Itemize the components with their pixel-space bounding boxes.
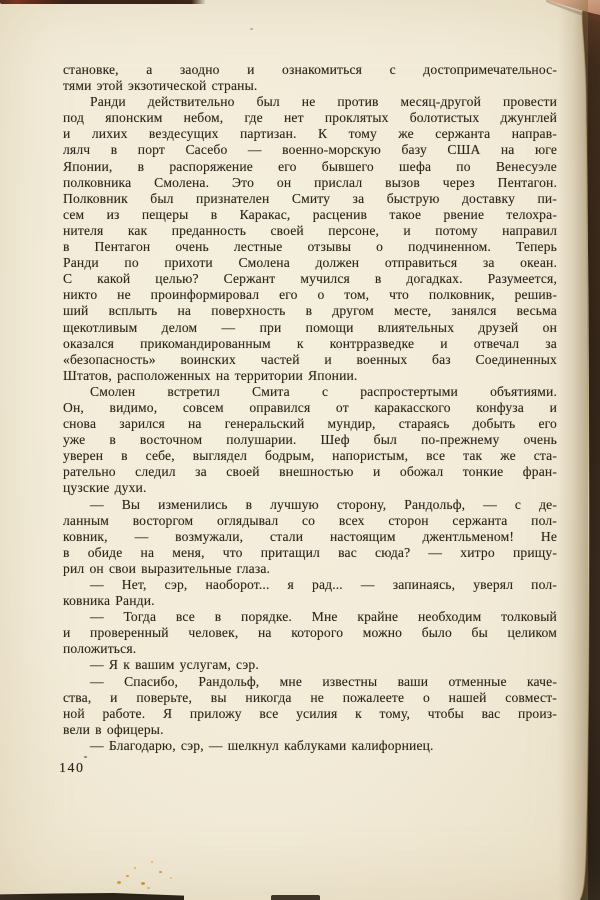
text-line: цузские духи. bbox=[63, 480, 147, 496]
text-line: уже в восточном полушарии. Шеф был по-прежнему очень bbox=[63, 432, 557, 448]
text-line: уверен в себе, выглядел бодрым, напористым, все так же ста- bbox=[63, 448, 557, 464]
text-line: полковника Смолена. Это он прислал вызов через Пентагон. bbox=[63, 174, 557, 190]
paragraph bbox=[63, 657, 557, 673]
text-line: — Вы изменились в лучшую сторону, Рандольф, — с де- bbox=[90, 496, 557, 512]
text-line: — Нет, сэр, наоборот... я рад... — запинаясь, уверял пол- bbox=[90, 577, 557, 592]
text-line: тями этой экзотической страны. bbox=[63, 78, 258, 94]
text-line: под японским небом, где нет проклятых болотистых джунглей bbox=[63, 110, 557, 126]
book-gutter-shadow-shape bbox=[580, 7, 600, 900]
paper-speck bbox=[84, 756, 87, 758]
text-line: и проверенный человек, на которого можно было бы целиком bbox=[63, 625, 557, 641]
text-line: снова зарился на генеральский мундир, стараясь добыть его bbox=[63, 416, 557, 432]
paragraph bbox=[63, 384, 557, 497]
text-line: рил он свои выразительные глаза. bbox=[63, 560, 271, 576]
top-edge-shadow bbox=[0, 0, 206, 4]
text-line: оказался прикомандированным к контрразведке и отвечал за bbox=[63, 335, 557, 351]
paper-speck bbox=[126, 875, 129, 877]
text-line: в обиде на меня, что притащил вас сюда? — хитро прищу- bbox=[63, 544, 557, 560]
text-line: — Спасибо, Рандольф, мне известны ваши отменные каче- bbox=[90, 673, 557, 689]
bottom-edge-shadow-left bbox=[0, 893, 184, 900]
paper-speck bbox=[250, 28, 253, 30]
text-line: в Пентагон очень лестные отзывы о подчиненном. Теперь bbox=[63, 239, 557, 255]
bottom-edge-shadow-right bbox=[271, 895, 320, 900]
text-line: «безопасность» воинских частей и военных баз Соединенных bbox=[63, 351, 557, 367]
paragraph bbox=[63, 738, 557, 754]
paragraph bbox=[63, 94, 557, 384]
text-line: Он, видимо, совсем оправился от каракасского конфуза и bbox=[63, 399, 557, 415]
text-line: — Тогда все в порядке. Мне крайне необходим толковый bbox=[90, 609, 557, 625]
text-line: — Благодарю, сэр, — шелкнул каблуками калифорниец. bbox=[90, 737, 434, 753]
paragraph bbox=[63, 577, 557, 609]
text-line: Японии, в распоряжение его бывшего шефа по Венесуэле bbox=[63, 158, 557, 174]
page-text bbox=[63, 62, 557, 754]
text-line: ства, и поверьте, вы никогда не пожалеете о нашей совмест- bbox=[63, 689, 557, 705]
text-line: нителя как преданность своей персоне, и потому направил bbox=[63, 222, 557, 238]
text-line: рательно следил за своей внешностью и обожал тонкие фран- bbox=[63, 464, 557, 480]
paper-speck bbox=[141, 882, 145, 885]
text-line: — Я к вашим услугам, сэр. bbox=[90, 657, 259, 673]
text-line: и лихих вездесущих партизан. К тому же сержанта направ- bbox=[63, 126, 557, 142]
paragraph bbox=[63, 674, 557, 738]
paper-speck bbox=[151, 861, 153, 863]
text-line: Смолен встретил Смита с распростертыми объятиями. bbox=[90, 383, 557, 399]
page-corner-skin bbox=[546, 0, 600, 15]
paragraph bbox=[63, 497, 557, 577]
page-number: 140 bbox=[59, 761, 85, 776]
text-line: Ранди действительно был не против месяц-другой провести bbox=[90, 94, 557, 110]
text-line: лялч в порт Сасебо — военно-морскую базу США на юге bbox=[63, 142, 557, 158]
paper-speck bbox=[134, 867, 136, 869]
text-line: ший всплыть на поверхность в другом месте, занялся весьма bbox=[63, 303, 557, 319]
text-line: ланным восторгом оглядывал со всех сторон сержанта пол- bbox=[63, 512, 557, 528]
text-line: становке, а заодно и ознакомиться с достопримечательнос- bbox=[63, 62, 557, 77]
text-line: положиться. bbox=[63, 641, 137, 657]
text-line: С какой целью? Сержант мучился в догадках. Разумеется, bbox=[63, 271, 557, 287]
text-line: сем из пещеры в Каракас, расценив такое рвение телохра- bbox=[63, 206, 557, 222]
text-line: Штатов, расположенных на территории Японии. bbox=[63, 367, 358, 383]
text-line: Полковник был признателен Смиту за быструю доставку пи- bbox=[63, 190, 557, 206]
text-line: вели в офицеры. bbox=[63, 721, 164, 737]
paper-speck bbox=[159, 871, 162, 873]
paper-speck bbox=[117, 881, 121, 884]
text-line: никто не проинформировал его о том, что полковник, решив- bbox=[63, 287, 557, 303]
paper-speck bbox=[147, 887, 150, 889]
text-line: ковника Ранди. bbox=[63, 593, 155, 609]
text-line: ной работе. Я приложу все усилия к тому, чтобы вас произ- bbox=[63, 705, 557, 721]
paragraph bbox=[63, 609, 557, 657]
text-line: Ранди по прихоти Смолена должен отправиться за океан. bbox=[63, 255, 557, 271]
paragraph bbox=[63, 62, 557, 94]
text-line: ковник, — возмужали, стали настоящим джентльменом! Не bbox=[63, 528, 557, 544]
paper-speck bbox=[170, 877, 172, 879]
text-line: щекотливым делом — при помощи влиятельных друзей он bbox=[63, 319, 557, 335]
